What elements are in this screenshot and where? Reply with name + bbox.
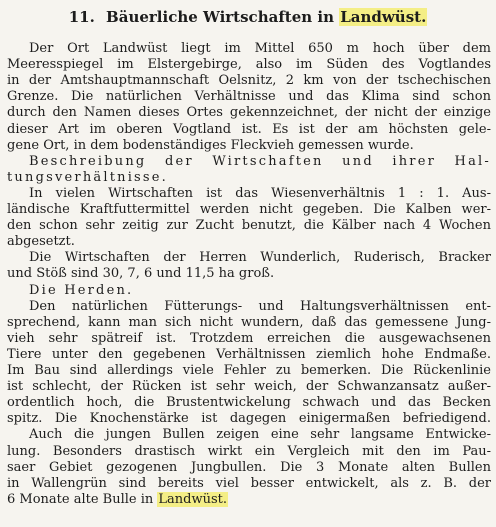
text-line (7, 347, 491, 362)
text-line-content: Tiere unter den gegebenen Verhältnissen ziemlich hohe Endmaße. (7, 346, 491, 362)
text-line-content: saer Gebiet gezogenen Jungbullen. Die 3 Monate alten Bullen (7, 459, 491, 475)
text-line (7, 411, 491, 426)
text-line-content: ländische Kraftfuttermittel werden nicht gegeben. Die Kalben wer- (7, 202, 491, 217)
text-line-content: in Wallengrün sind bereits viel besser entwickelt, als z. B. der (7, 475, 491, 491)
text-line-content: ist schlecht, der Rücken ist sehr weich, der Schwanzansatz außer- (7, 379, 491, 395)
text-line-content: lung. Besonders drastisch wirkt ein Vergleich mit den im Pau- (7, 443, 491, 459)
text-line-content: den schon sehr zeitig zur Zucht benutzt, die Kälber nach 4 Wochen (7, 218, 491, 234)
text-line (7, 170, 491, 185)
text-line-content: abgesetzt. (7, 234, 75, 250)
text-line (7, 218, 491, 233)
text-line-content: Den natürlichen Fütterungs- und Haltungsverhältnissen ent- (29, 298, 491, 314)
text-line (7, 379, 491, 394)
text-line-content: Die Wirtschaften der Herren Wunderlich, Ruderisch, Bracker (29, 250, 491, 266)
text-line (7, 250, 491, 265)
text-line (7, 154, 491, 169)
section-title (0, 8, 496, 26)
text-line-content: sprechend, kann man sich nicht wundern, daß das gemessene Jung- (7, 314, 491, 330)
highlighted-place-name: Landwüst. (158, 491, 228, 507)
text-line-content: 6 Monate alte Bulle in (7, 491, 154, 507)
text-line (7, 73, 491, 88)
text-line-content: Im Bau sind allerdings viele Fehler zu bemerken. Die Rückenlinie (7, 363, 491, 378)
text-line (7, 186, 491, 201)
text-line (7, 41, 491, 56)
text-line (7, 202, 491, 217)
section-title-text: Bäuerliche Wirtschaften in (106, 8, 334, 26)
text-line-content: Meeresspiegel im Elstergebirge, also im Süden des Vogtlandes (7, 57, 491, 73)
section-number: 11. (68, 8, 95, 26)
text-line-content: dieser Art im oberen Vogtland ist. Es ist der am höchsten gele- (7, 121, 491, 137)
text-line (7, 492, 491, 507)
text-line-content: Die Herden. (29, 282, 134, 298)
text-line-content: ordentlich hoch, die Brustentwickelung schwach und das Becken (7, 395, 491, 411)
text-line (7, 476, 491, 491)
text-line (7, 444, 491, 459)
text-line-content: und Stöß sind 30, 7, 6 und 11,5 ha groß. (7, 266, 275, 282)
text-line (7, 283, 491, 298)
text-line (7, 234, 491, 249)
text-line (7, 331, 491, 346)
text-line (7, 57, 491, 72)
text-line (7, 122, 491, 137)
text-line (7, 460, 491, 475)
text-line (7, 89, 491, 104)
text-line (7, 315, 491, 330)
text-line-content: tungsverhältnisse. (7, 169, 169, 185)
text-line-content: vieh sehr spätreif ist. Trotzdem erreichen die ausgewachsenen (7, 330, 491, 346)
text-line-content: Auch die jungen Bullen zeigen eine sehr langsame Entwicke- (29, 427, 491, 443)
text-line (7, 105, 491, 120)
text-line-content: spitz. Die Knochenstärke ist dagegen einigermaßen befriedigend. (7, 411, 491, 427)
text-line-content: in der Amtshauptmannschaft Oelsnitz, 2 km von der tschechischen (7, 73, 491, 89)
text-line (7, 395, 491, 410)
text-line (7, 427, 491, 442)
text-line (7, 299, 491, 314)
text-line-content: Der Ort Landwüst liegt im Mittel 650 m hoch über dem (29, 41, 491, 56)
text-line-content: In vielen Wirtschaften ist das Wiesenverhältnis 1 : 1. Aus- (29, 185, 491, 201)
text-line-content: Grenze. Die natürlichen Verhältnisse und das Klima sind schon (7, 89, 491, 105)
text-line-content: gene Ort, in dem bodenständiges Fleckvieh gemessen wurde. (7, 137, 414, 153)
text-line-content: durch den Namen dieses Ortes gekennzeichnet, der nicht der einzige (7, 105, 491, 121)
text-line-content: Beschreibung der Wirtschaften und ihrer Hal- (29, 153, 491, 169)
text-line (7, 138, 491, 153)
text-line (7, 363, 491, 378)
highlighted-place-name: Landwüst. (340, 8, 427, 26)
text-line (7, 266, 491, 281)
